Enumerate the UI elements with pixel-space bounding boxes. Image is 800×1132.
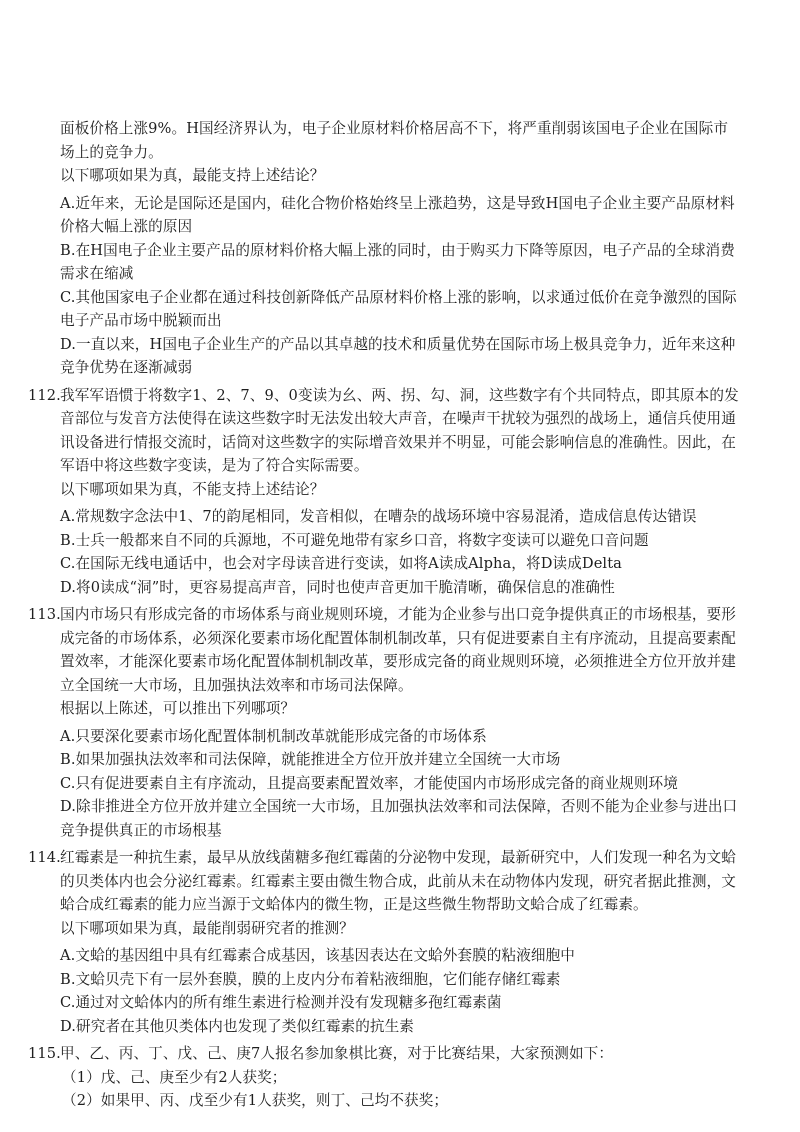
option-b: B.如果加强执法效率和司法保障，就能推进全方位开放并建立全国统一大市场 bbox=[60, 751, 561, 768]
options-list bbox=[0, 944, 800, 1038]
option-c: C.只有促进要素自主有序流动，且提高要素配置效率，才能使国内市场形成完备的商业规则环境 bbox=[60, 774, 678, 792]
question-111-continuation bbox=[0, 117, 800, 380]
question-prompt: 以下哪项如果为真，不能支持上述结论？ bbox=[60, 480, 325, 498]
option-d: D.将0读成“洞”时，更容易提高声音，同时也使声音更加干脆清晰，确保信息的准确性 bbox=[60, 578, 615, 596]
option-a: A.文蛤的基因组中具有红霉素合成基因，该基因表达在文蛤外套膜的粘液细胞中 bbox=[60, 947, 575, 964]
question-number: 112. bbox=[28, 386, 61, 404]
condition-1: （1）戊、己、庚至少有2人获奖； bbox=[62, 1068, 287, 1086]
question-stem: 红霉素是一种抗生素，最早从放线菌糖多孢红霉菌的分泌物中发现，最新研究中，人们发现一种名为文蛤的贝类体内也会分泌红霉素。红霉素主要由微生物合成，此前从未在动物体内发现，研究者据此推测，文蛤合成红霉素的能力应当源于文蛤体内的微生物，正是这些微生物帮助文蛤合成了红霉素。 bbox=[60, 849, 736, 913]
option-c: C.其他国家电子企业都在通过科技创新降低产品原材料价格上涨的影响，以求通过低价在竞争激烈的国际电子产品市场中脱颖而出 bbox=[60, 288, 737, 329]
condition-2: （2）如果甲、丙、戊至少有1人获奖，则丁、己均不获奖； bbox=[62, 1092, 449, 1109]
option-d: D.研究者在其他贝类体内也发现了类似红霉素的抗生素 bbox=[60, 1017, 414, 1035]
option-a: A.只要深化要素市场化配置体制机制改革就能形成完备的市场体系 bbox=[60, 727, 487, 745]
options-list bbox=[0, 505, 800, 599]
question-prompt: 根据以上陈述，可以推出下列哪项？ bbox=[60, 700, 296, 717]
options-list bbox=[0, 192, 800, 380]
question-prompt: 以下哪项如果为真，最能支持上述结论？ bbox=[60, 167, 325, 184]
question-number: 114. bbox=[28, 849, 61, 866]
option-d: D.一直以来，H国电子企业生产的产品以其卓越的技术和质量优势在国际市场上极具竞争力，近年来这种竞争优势在逐渐减弱 bbox=[60, 335, 736, 376]
question-112 bbox=[0, 384, 800, 600]
question-stem: 我军军语惯于将数字1、2、7、9、0变读为幺、两、拐、勾、洞，这些数字有个共同特点，即其原本的发音部位与发音方法使得在读这些数字时无法发出较大声音，在噪声干扰较为强烈的战场上，通信兵使用通讯设备进行情报交流时，话筒对这些数字的实际增音效果并不明显，可能会影响信息的准确性。因此，在军语中将这些数字变读，是为了符合实际需要。 bbox=[60, 386, 739, 474]
option-b: B.在H国电子企业主要产品的原材料价格大幅上涨的同时，由于购买力下降等原因，电子产品的全球消费需求在缩减 bbox=[60, 241, 735, 282]
option-c: C.在国际无线电通话中，也会对字母读音进行变读，如将A读成Alpha，将D读成Delta bbox=[60, 555, 622, 572]
question-prompt: 以下哪项如果为真，最能削弱研究者的推测？ bbox=[60, 919, 354, 937]
question-stem: 甲、乙、丙、丁、戊、己、庚7人报名参加象棋比赛，对于比赛结果，大家预测如下： bbox=[60, 1045, 614, 1062]
question-number: 113. bbox=[28, 606, 61, 623]
question-stem: 面板价格上涨9%。H国经济界认为，电子企业原材料价格居高不下，将严重削弱该国电子企业在国际市场上的竞争力。 bbox=[60, 120, 729, 161]
option-c: C.通过对文蛤体内的所有维生素进行检测并没有发现糖多孢红霉素菌 bbox=[60, 994, 502, 1011]
question-113 bbox=[0, 603, 800, 842]
option-b: B.士兵一般都来自不同的兵源地，不可避免地带有家乡口音，将数字变读可以避免口音问题 bbox=[60, 531, 649, 549]
question-114 bbox=[0, 846, 800, 1038]
option-a: A.近年来，无论是国际还是国内，硅化合物价格始终呈上涨趋势，这是导致H国电子企业主要产品原材料价格大幅上涨的原因 bbox=[60, 194, 735, 235]
option-b: B.文蛤贝壳下有一层外套膜，膜的上皮内分布着粘液细胞，它们能存储红霉素 bbox=[60, 970, 561, 988]
option-a: A.常规数字念法中1、7的韵尾相同，发音相似，在嘈杂的战场环境中容易混淆，造成信息传达错误 bbox=[60, 508, 697, 525]
option-d: D.除非推进全方位开放并建立全国统一大市场，且加强执法效率和司法保障，否则不能为企业参与进出口竞争提供真正的市场根基 bbox=[60, 798, 738, 839]
options-list bbox=[0, 725, 800, 843]
question-115 bbox=[0, 1042, 800, 1113]
question-stem: 国内市场只有形成完备的市场体系与商业规则环境，才能为企业参与出口竞争提供真正的市场根基，要形成完备的市场体系，必须深化要素市场化配置体制机制改革，只有促进要素自主有序流动，且提高要素配置效率，才能深化要素市场化配置体制机制改革，要形成完备的商业规则环境，必须推进全方位开放并建立全国统一大市场，且加强执法效率和市场司法保障。 bbox=[60, 606, 736, 694]
question-number: 115. bbox=[28, 1045, 61, 1062]
page-content bbox=[0, 117, 800, 1113]
